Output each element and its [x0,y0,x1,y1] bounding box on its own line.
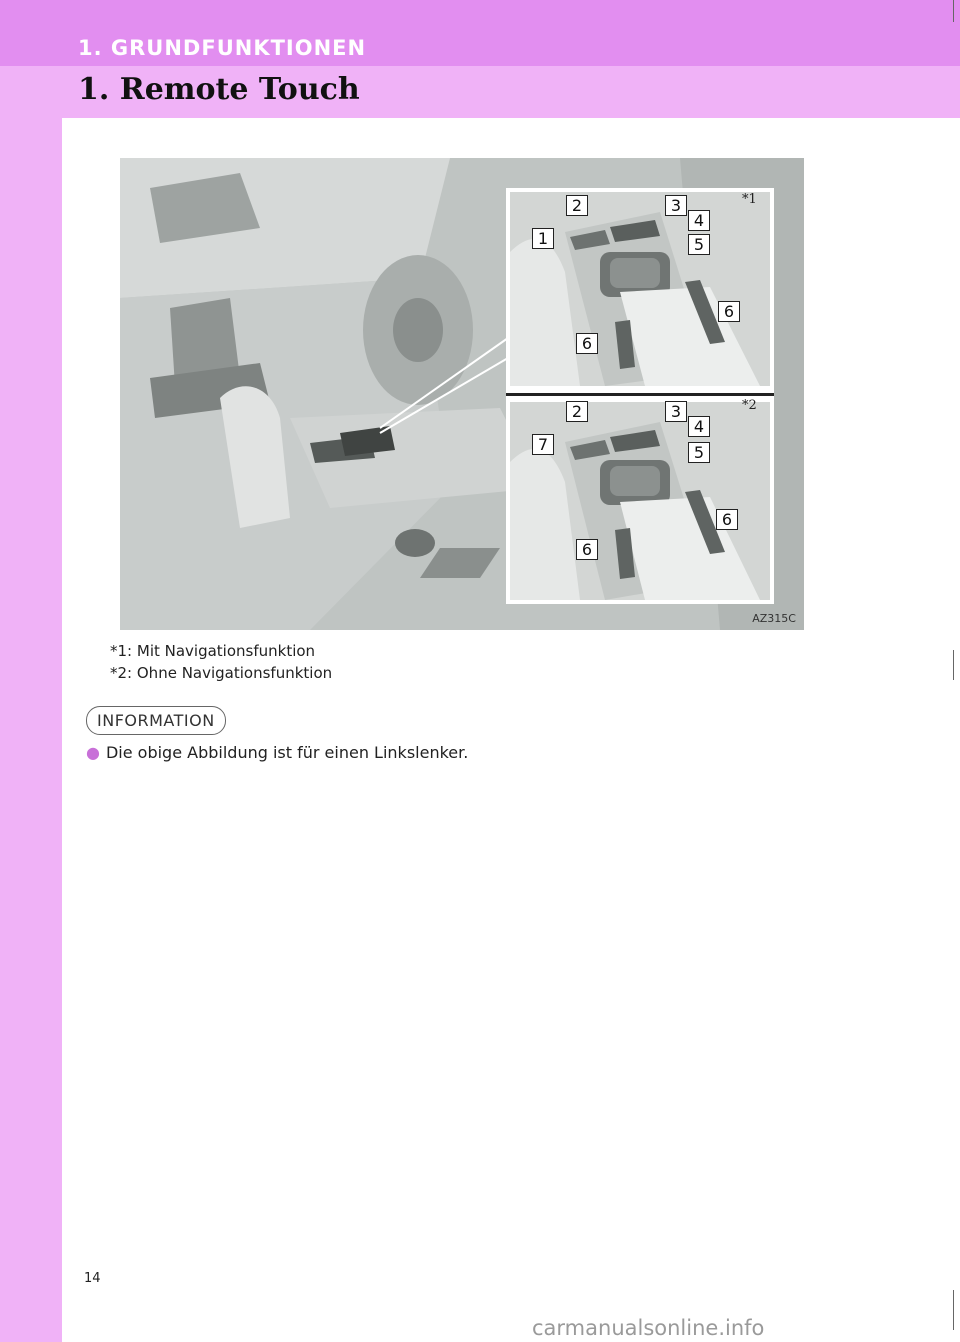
callout-6: 6 [576,539,598,560]
information-text: Die obige Abbildung ist für einen Linkslenker. [105,743,469,762]
callout-7: 7 [532,434,554,455]
footnote-mark: *1 [110,642,128,660]
callout-3: 3 [665,195,687,216]
variant-mark-1: *1 [742,192,757,207]
bullet-dot-icon: ● [86,743,100,762]
detail-panel-without-navigation [510,402,770,600]
detail-panel-with-navigation [510,192,770,386]
footnote-mark: *2 [110,664,128,682]
callout-4: 4 [688,210,710,231]
callout-3: 3 [665,401,687,422]
watermark: carmanualsonline.info [532,1316,765,1340]
callout-2: 2 [566,195,588,216]
information-item [86,743,468,762]
callout-5: 5 [688,442,710,463]
chapter-title: 1. GRUNDFUNKTIONEN [78,36,367,60]
information-label: INFORMATION [86,706,226,735]
footnote-separator: : [127,664,137,682]
figure-code: AZ315C [752,612,796,625]
crop-mark [953,0,954,22]
footnote-1 [110,642,315,660]
callout-4: 4 [688,416,710,437]
controller-drawing-2 [510,402,770,600]
callout-5: 5 [688,234,710,255]
callout-6: 6 [576,333,598,354]
footnote-separator: : [127,642,137,660]
callout-6: 6 [716,509,738,530]
side-band [0,0,62,1342]
callout-6: 6 [718,301,740,322]
footnote-2 [110,664,332,682]
page-title: 1. Remote Touch [78,72,360,107]
controller-drawing-1 [510,192,770,386]
variant-mark-2: *2 [742,398,757,413]
page-number: 14 [84,1271,101,1286]
footnote-text: Mit Navigationsfunktion [136,642,316,660]
panel-divider [506,393,774,396]
callout-2: 2 [566,401,588,422]
footnote-text: Ohne Navigationsfunktion [136,664,333,682]
callout-1: 1 [532,228,554,249]
crop-mark [953,650,954,680]
crop-mark [953,1290,954,1330]
